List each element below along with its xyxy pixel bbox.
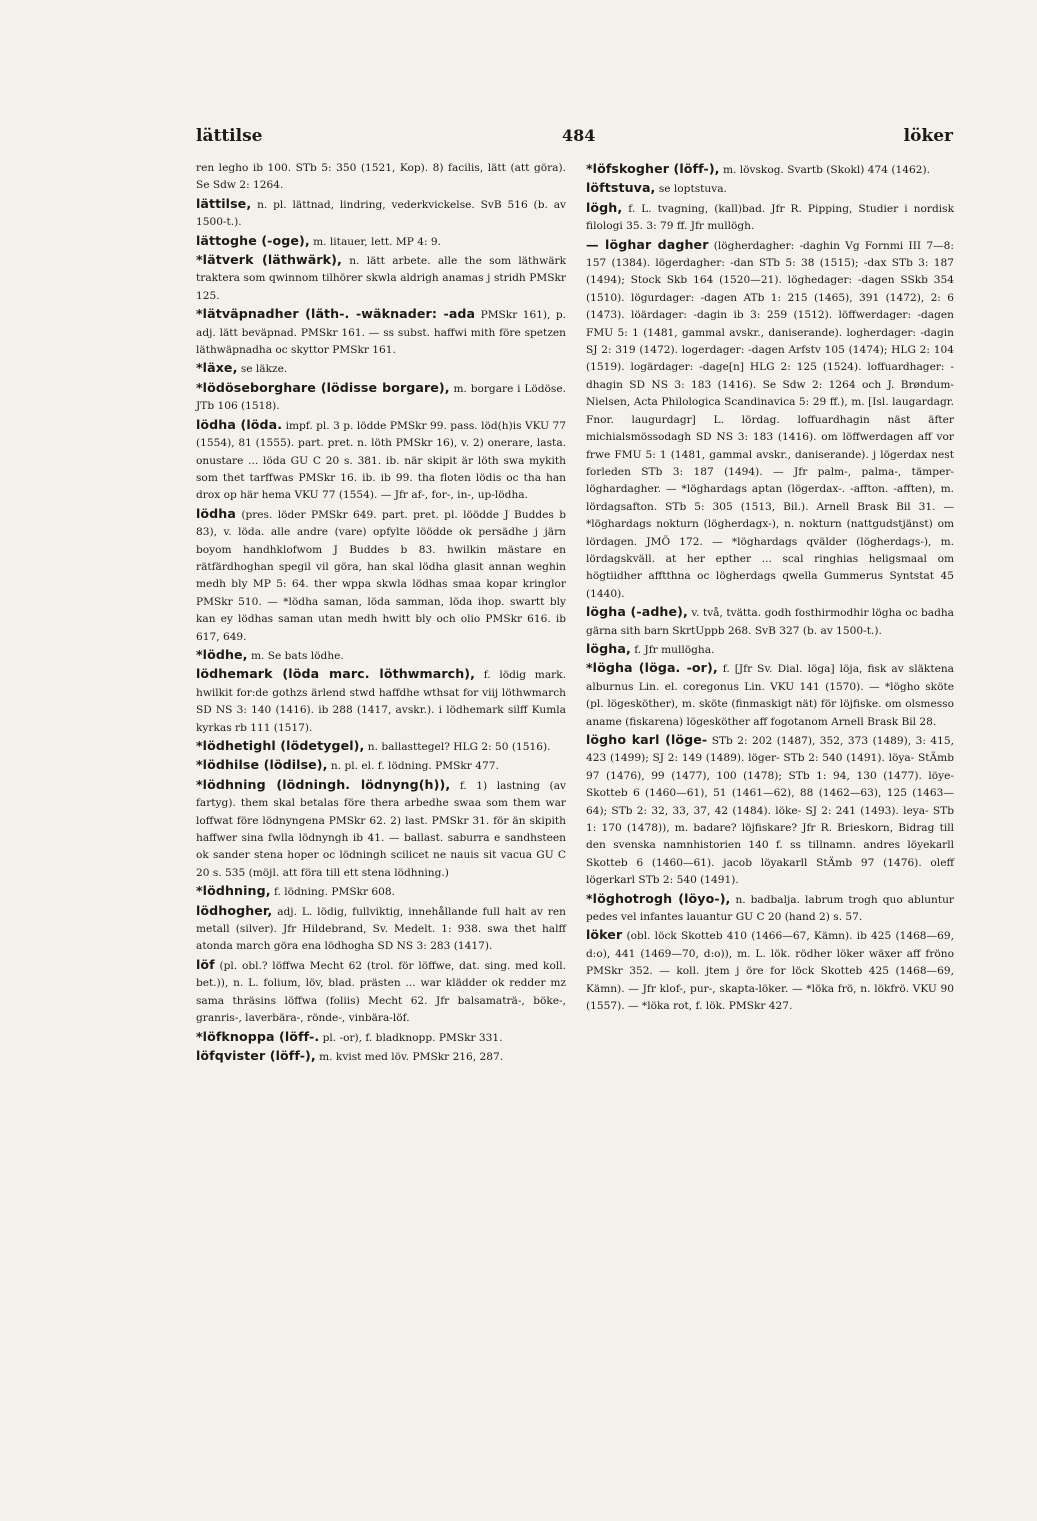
entry-headword: lättilse, — [196, 195, 252, 211]
dictionary-entry — [196, 882, 566, 901]
entry-body: n. badbalja. labrum trogh quo abluntur pedes vel infantes lauantur GU C 20 (hand 2) s. 57. — [586, 893, 954, 924]
entry-headword: *lödhetighl (lödetygel), — [196, 738, 365, 753]
dictionary-entry — [196, 902, 566, 956]
dictionary-entry — [586, 659, 954, 731]
entry-headword: *läxe, — [196, 360, 238, 376]
entry-body: f. 1) lastning (av fartyg). them skal betalas före thera arbedhe swaa som them war loffwat före lödnyngena PMSkr 62. 2) last. PMSkr 31. för än skipith haffwer sina fwlla lödnyngh ib 41. — ballast. saburra e sandhsteen ok sander stena hoper oc lödningh scilicet ne nauis sit vacua GU C 20 s. 535 (möjl. att föra till ett stena lödhning.) — [196, 779, 566, 879]
entry-headword: *lödhilse (lödilse), — [196, 757, 328, 773]
right-column — [586, 160, 954, 1016]
entry-headword: lödha — [196, 505, 236, 521]
dictionary-entry — [196, 776, 566, 882]
entry-headword: lögha, — [586, 640, 631, 656]
dictionary-entry — [586, 731, 954, 890]
running-head-left: lättilse — [196, 126, 263, 146]
entry-headword: löftstuva, — [586, 180, 656, 196]
entry-body: f. lödning. PMSkr 608. — [273, 886, 396, 899]
entry-headword: lögho karl (löge- — [586, 732, 708, 747]
entry-body: (pl. obl.? löffwa Mecht 62 (trol. för löffwe, dat. sing. med koll. bet.)), n. L. folium, löv, blad. prästen ... war klädder ok redder mz sama thräsins löffwa (foliis) Mecht 62. Jfr balsamaträ-, böke-, granris-, laverbära-, rönde-, vinbära-löf. — [196, 959, 566, 1025]
entry-body: m. litauer, lett. MP 4: 9. — [313, 235, 442, 248]
entry-body: (lögherdagher: -daghin Vg Fornmi III 7—8: 157 (1384). lögerdagher: -dan STb 5: 38 (1515); -dax STb 3: 187 (1494); Stock Skb 164 (1520—21). löghedager: -dagen SSkb 354 (1510). lögurdager: -dagen ATb 1: 215 (1465), 391 (1472), 2: 6 (1473). löärdager: -dagin ib 3: 259 (1512). löffwerdager: -dagen FMU 5: 1 (1481, gammal avskr., daniserande). logherdager: -dagin SJ 2: 319 (1472). logerdager: -dagen Arfstv 105 (1474); HLG 2: 104 (1519). logärdager: -dage[n] HLG 2: 125 (1524). loffuardhager: -dhagin SD NS 3: 183 (1416). Se Sdw 2: 1264 och J. Brøndum-Nielsen, Acta Philologica Scandinavica 5: 29 ff.), m. [Isl. laugardagr. Fnor. laugurdagr] L. lördag. loffuardhagin näst äfter michialsmössodagh SD NS 3: 183 (1416). om löffwerdagen aff vor frwe FMU 5: 1 (1481, gammal avskr., daniserande). j lögerdax nest forleden STb 3: 187 (1494). — Jfr palm-, palma-, tämper-löghardagher. — *löghardags aptan (lögerdax-. -affton. -afften), m. lördagsafton. STb 5: 305 (1513, Bil.). Arnell Brask Bil 31. — *löghardags nokturn (lögherdagx-), n. nokturn (nattgudstjänst) om lördagen. JMÖ 172. — *löghardags qvälder (lögherdags-), m. lördagskväll. at her epther ... scal ringhias heligsmaal om högtiidher afftthna oc lögherdags qwella Gummerus Syntstat 45 (1440). — [586, 239, 954, 600]
page-number: 484 — [562, 126, 596, 145]
entry-headword: lögha (-adhe), — [586, 604, 688, 620]
entry-headword: *löghotrogh (löyo-), — [586, 890, 731, 906]
entry-headword: löker — [586, 927, 623, 943]
entry-body: f. lödig mark. hwilkit for:de gothzs ärlend stwd haffdhe wthsat for viij löthwmarch SD NS 3: 140 (1416). ib 288 (1417, avskr.). i lödhemark silff Kumla kyrkas rb 111 (1517). — [196, 669, 567, 734]
dictionary-entry — [196, 1047, 566, 1066]
entry-headword: *lätväpnadher (läth-. -wäknader: -ada — [196, 306, 476, 322]
entry-body: m. lövskog. Svartb (Skokl) 474 (1462). — [722, 164, 930, 176]
entry-body: ren legho ib 100. STb 5: 350 (1521, Kop). 8) facilis, lätt (att göra). Se Sdw 2: 1264. — [196, 162, 566, 192]
dictionary-entry — [196, 665, 566, 737]
entry-body: m. kvist med löv. PMSkr 216, 287. — [319, 1050, 504, 1063]
dictionary-entry — [586, 603, 954, 640]
page-header — [196, 126, 953, 150]
dictionary-entry — [586, 640, 954, 659]
entry-headword: löf — [196, 956, 215, 972]
dictionary-entry — [196, 379, 566, 416]
dictionary-entry — [586, 179, 954, 198]
entry-headword: — löghar dagher — [586, 236, 709, 252]
entry-headword: *lödhning, — [196, 883, 271, 899]
entry-headword: lödhogher, — [196, 902, 273, 918]
entry-body: n. lätt arbete. alle the som läthwärk traktera som qwinnom tilhörer skwla aldrigh anamas j stridh PMSkr 125. — [196, 255, 566, 302]
left-column — [196, 160, 566, 1066]
dictionary-entry — [196, 251, 566, 305]
dictionary-entry — [196, 646, 566, 665]
dictionary-entry — [586, 236, 954, 604]
entry-headword: *lätverk (läthwärk), — [196, 252, 342, 268]
entry-body: pl. -or), f. bladknopp. PMSkr 331. — [322, 1031, 503, 1044]
entry-headword: *lögha (löga. -or), — [586, 660, 718, 676]
entry-headword: *lödöseborghare (lödisse borgare), — [196, 379, 450, 395]
entry-body: impf. pl. 3 p. lödde PMSkr 99. pass. löd(h)is VKU 77 (1554), 81 (1555). part. pret. n. löth PMSkr 16), v. 2) onerare, lasta. onustare ... löda GU C 20 s. 381. ib. när skipit är löth swa mykith som thet tarffwas PMSkr 16. ib. ib 99. tha floten lödis oc tha han drox op här hema VKU 77 (1554). — Jfr af-, for-, in-, up-lödha. — [196, 419, 566, 502]
entry-body: n. ballasttegel? HLG 2: 50 (1516). — [367, 741, 551, 753]
entry-headword: lödhemark (löda marc. löthwmarch), — [196, 666, 476, 682]
entry-body: STb 2: 202 (1487), 352, 373 (1489), 3: 415, 423 (1499); SJ 2: 149 (1489). löger- STb 2: 540 (1491). löya- StÄmb 97 (1476), 99 (1477), 100 (1478); STb 1: 94, 130 (1477). löye- Skotteb 6 (1460—61), 51 (1461—62), 88 (1462—63), 125 (1463—64); STb 2: 32, 33, 37, 42 (1484). löke- SJ 2: 241 (1493). leya- STb 1: 170 (1478)), m. badare? löjfiskare? Jfr R. Brieskorn, Bidrag till den svenska namnhistorien 140 f. ss tillnamn. andres löyekarll Skotteb 6 (1460—61). jacob löyakarll StÄmb 97 (1476). oleff lögerkarl STb 2: 540 (1491). — [586, 735, 955, 887]
entry-body: (obl. löck Skotteb 410 (1466—67, Kämn). ib 425 (1468—69, d:o), 441 (1469—70, d:o)), m. L. lök. rödher löker wäxer aff fröno PMSkr 352. — koll. jtem j öre for löck Skotteb 425 (1468—69, Kämn). — Jfr klof-, pur-, skapta-löker. — *löka frö, n. lökfrö. VKU 90 (1557). — *löka rot, f. lök. PMSkr 427. — [586, 930, 954, 1013]
entry-body: v. två, tvätta. godh fosthirmodhir lögha oc badha gärna sith barn SkrtUppb 268. SvB 327 (b. av 1500-t.). — [586, 607, 955, 637]
entry-headword: *löfknoppa (löff-. — [196, 1028, 320, 1044]
entry-body: f. L. tvagning, (kall)bad. Jfr R. Pipping, Studier i nordisk filologi 35. 3: 79 ff. Jfr mullögh. — [586, 202, 954, 233]
dictionary-entry — [196, 195, 566, 232]
dictionary-entry — [586, 890, 954, 927]
entry-body: se loptstuva. — [658, 183, 727, 196]
entry-body: se läkze. — [240, 363, 288, 376]
dictionary-entry — [586, 926, 954, 1015]
dictionary-entry — [196, 416, 566, 505]
dictionary-entry — [586, 199, 954, 236]
entry-headword: lögh, — [586, 199, 623, 215]
entry-body: f. [Jfr Sv. Dial. löga] löja, fisk av släktena alburnus Lin. el. coregonus Lin. VKU 141 (1570). — *lögho sköte (pl. lögesköther), m. sköte (finmaskigt nät) för löjfiske. om olsmesso aname (fiskarena) lögesköther aff fogotanom Arnell Brask Bil 28. — [586, 663, 954, 728]
dictionary-entry — [196, 505, 566, 646]
dictionary-entry — [196, 1028, 566, 1047]
entry-headword: *lödhning (lödningh. lödnyng(h)), — [196, 776, 451, 792]
entry-body: m. borgare i Lödöse. JTb 106 (1518). — [196, 382, 567, 413]
dictionary-entry — [196, 305, 566, 359]
dictionary-entry — [196, 956, 566, 1028]
entry-body: adj. L. lödig, fullviktig, innehållande full halt av ren metall (silver). Jfr Hildebrand, Sv. Medelt. 1: 938. swa thet halff atonda march göra ena lödhogha SD NS 3: 283 (1417). — [196, 905, 567, 953]
dictionary-entry — [196, 359, 566, 378]
dictionary-entry — [196, 232, 566, 251]
entry-body: PMSkr 161), p. adj. lätt beväpnad. PMSkr 161. — ss subst. haffwi mith före spetzen läthwäpnadha oc skyttor PMSkr 161. — [196, 309, 566, 357]
entry-headword: *lödhe, — [196, 646, 248, 662]
running-head-right: löker — [903, 126, 953, 146]
dictionary-entry — [196, 160, 566, 195]
entry-body: f. Jfr mullögha. — [634, 643, 715, 656]
entry-headword: lättoghe (-oge), — [196, 232, 310, 248]
entry-headword: lödha (löda. — [196, 416, 283, 432]
dictionary-entry — [196, 737, 566, 756]
dictionary-entry — [196, 756, 566, 775]
dictionary-entry — [586, 160, 954, 179]
entry-body: (pres. löder PMSkr 649. part. pret. pl. löödde J Buddes b 83), v. löda. alle andre (vare) opfylte löödde ok persädhe j järn boyom handhklofwom J Buddes b 83. hwilkin mästare en rätfärdhoghan spegil vil göra, han skal lödha glasit annan weghin medh bly MP 5: 64. ther wppa skwla lödhas smaa kopar kringlor PMSkr 510. — *lödha saman, löda samman, löda ihop. swartt bly kan ey lödhas saman utan medh hwitt bly och olio PMSkr 616. ib 617, 649. — [196, 508, 566, 643]
entry-headword: *löfskogher (löff-), — [586, 161, 720, 176]
entry-body: n. pl. el. f. lödning. PMSkr 477. — [330, 760, 499, 773]
entry-body: n. pl. lättnad, lindring, vederkvickelse. SvB 516 (b. av 1500-t.). — [196, 198, 566, 229]
entry-headword: löfqvister (löff-), — [196, 1047, 316, 1063]
entry-body: m. Se bats lödhe. — [250, 649, 344, 662]
